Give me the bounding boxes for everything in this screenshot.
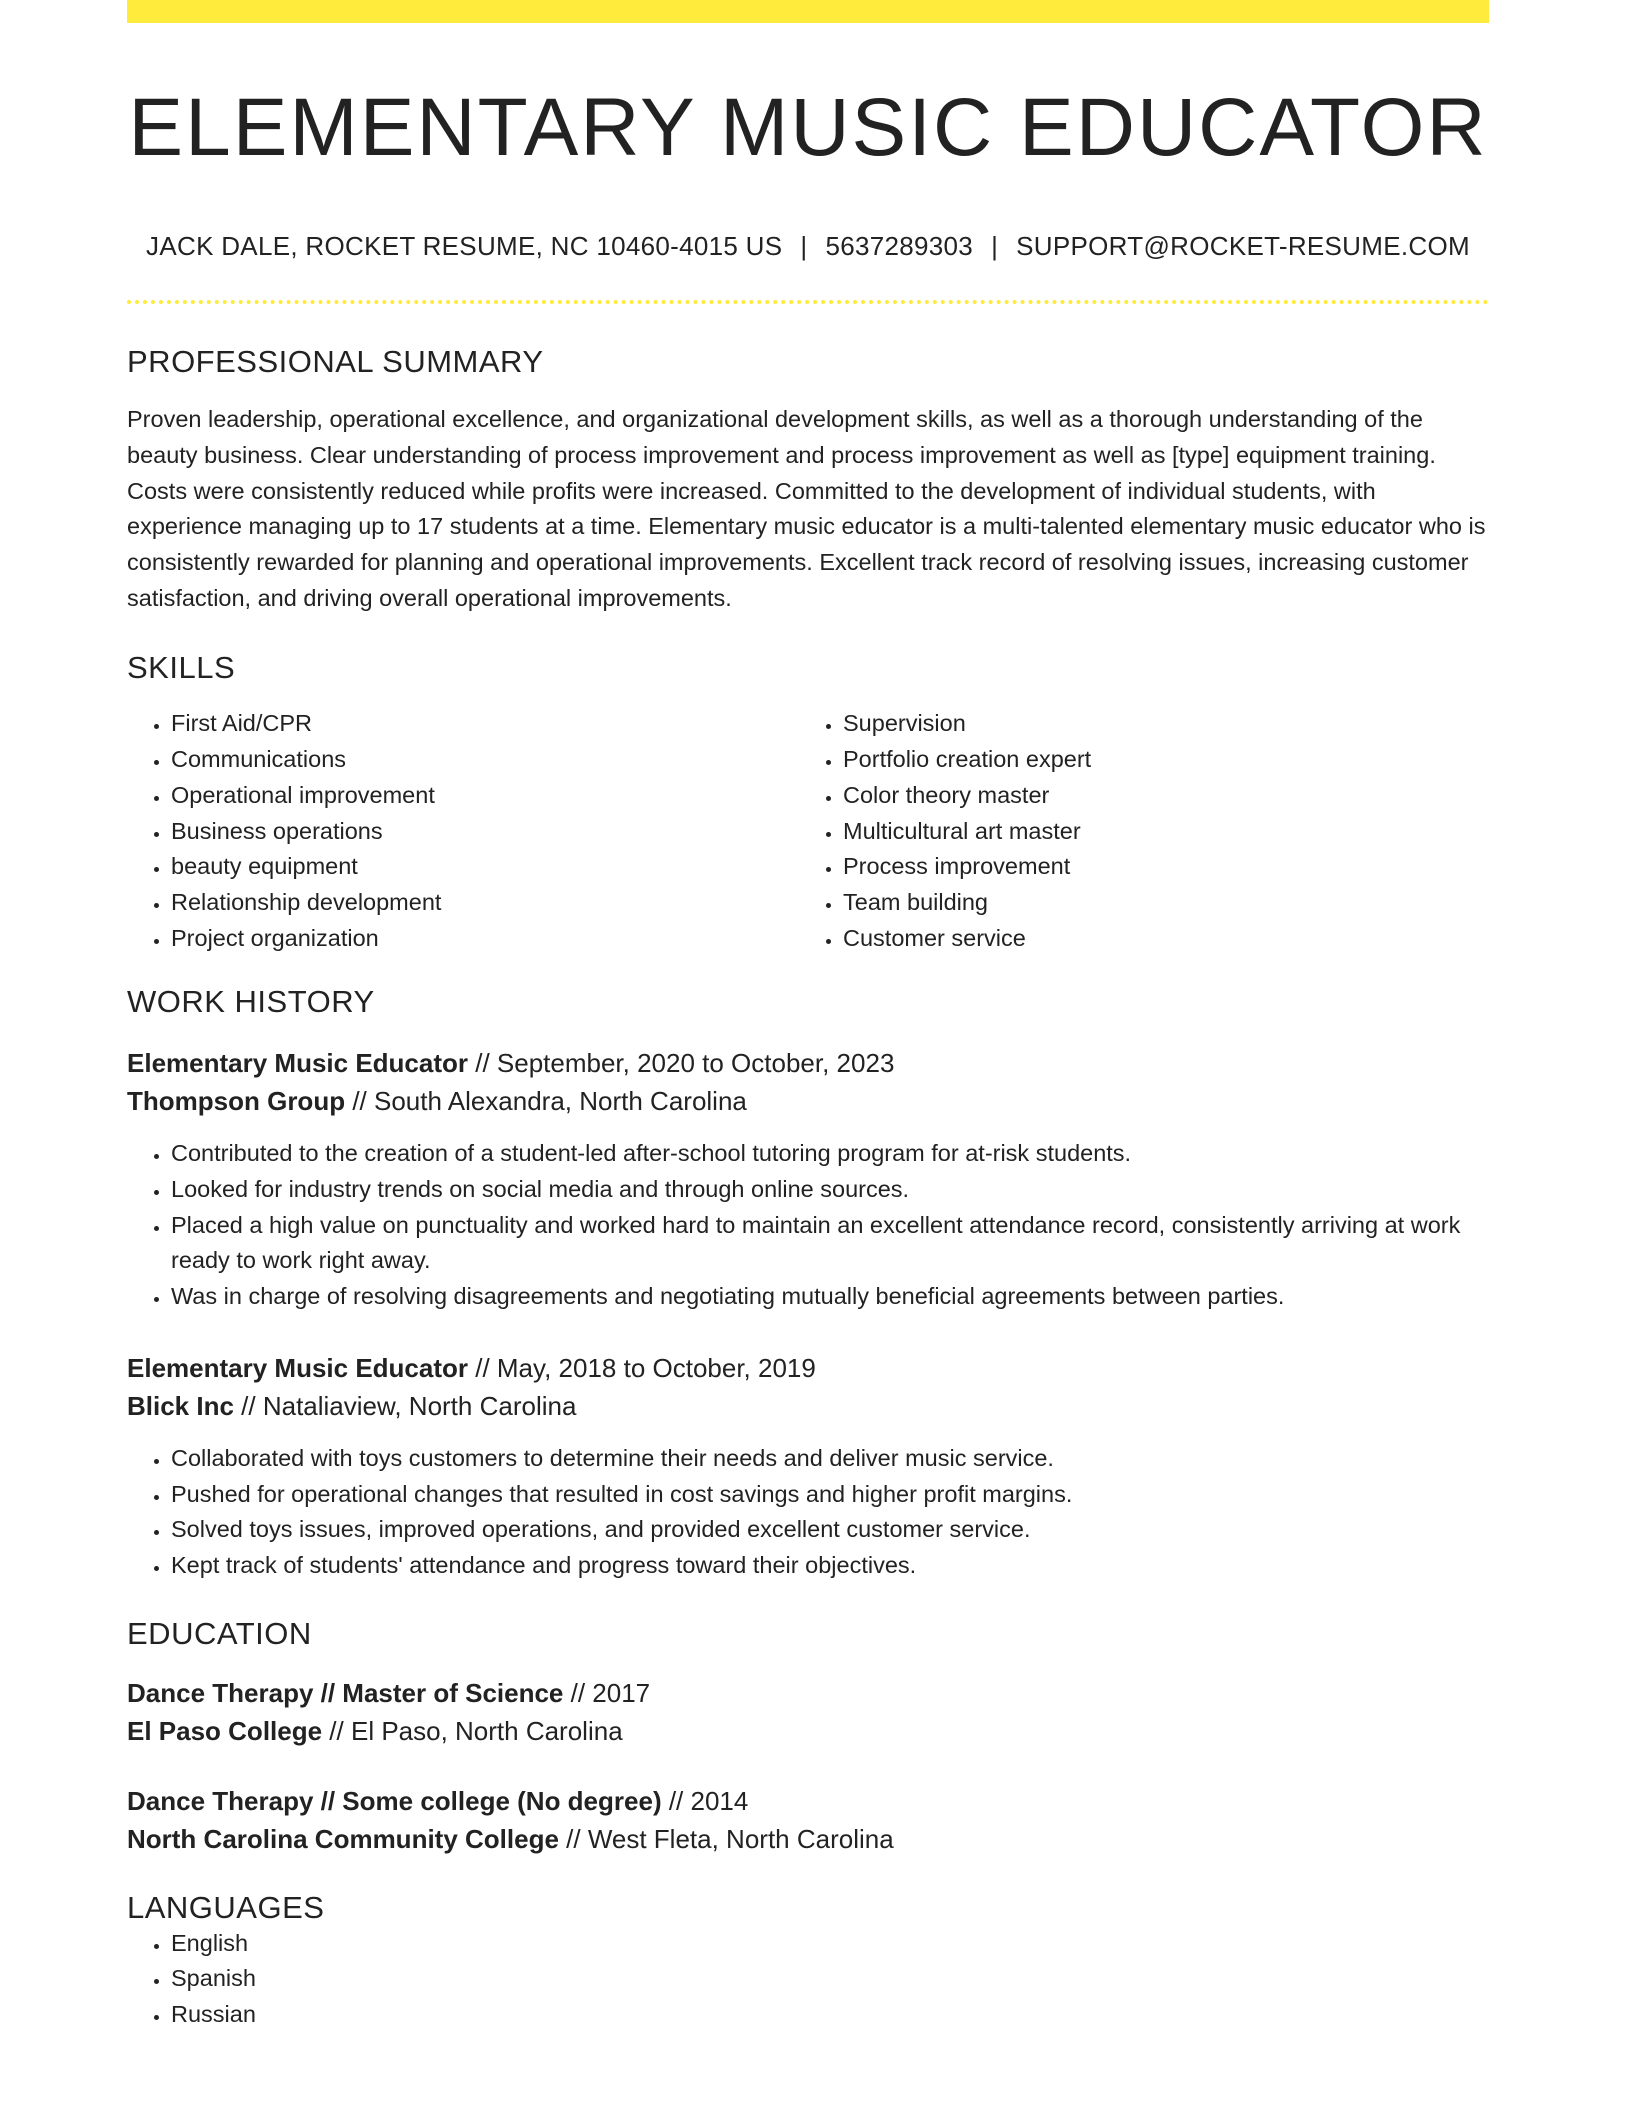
skill-item: • Relationship development bbox=[171, 885, 799, 921]
contact-address: JACK DALE, ROCKET RESUME, NC 10460-4015 US bbox=[146, 231, 783, 262]
languages-heading: LANGUAGES bbox=[127, 1889, 325, 1925]
skill-item: • Color theory master bbox=[843, 778, 1471, 814]
contact-email: SUPPORT@ROCKET-RESUME.COM bbox=[1016, 231, 1470, 262]
skill-item: • beauty equipment bbox=[171, 849, 799, 885]
job-location: // South Alexandra, North Carolina bbox=[345, 1086, 747, 1117]
job-bullet: • Placed a high value on punctuality and worked hard to maintain an excellent attendance record, consistently arriving at work ready to work right away. bbox=[171, 1208, 1489, 1279]
job-company: Thompson Group bbox=[127, 1086, 346, 1117]
education-school: North Carolina Community College bbox=[127, 1823, 559, 1854]
job-company: Blick Inc bbox=[127, 1390, 234, 1421]
skill-item: • Customer service bbox=[843, 921, 1471, 957]
education-degree: Dance Therapy // Master of Science bbox=[127, 1677, 564, 1708]
language-item: • Russian bbox=[171, 1997, 1489, 2033]
language-item: • English bbox=[171, 1926, 1489, 1962]
language-item: • Spanish bbox=[171, 1961, 1489, 1997]
education-entry bbox=[127, 1782, 1489, 1858]
top-accent-bar bbox=[127, 0, 1489, 23]
skill-item: • First Aid/CPR bbox=[171, 706, 799, 742]
education-degree-line bbox=[127, 1674, 1489, 1712]
job-bullets bbox=[127, 1441, 1489, 1584]
skill-item: • Project organization bbox=[171, 921, 799, 957]
job-bullets bbox=[127, 1136, 1489, 1315]
resume-name: ELEMENTARY MUSIC EDUCATOR bbox=[128, 82, 1488, 173]
skills-list bbox=[127, 706, 1489, 956]
job-title-line bbox=[127, 1044, 1489, 1082]
summary-text: Proven leadership, operational excellence, and organizational development skills, as well as a thorough understanding of the beauty business. Clear understanding of process improvement and process improvement as well as [type] equipment training. Costs were consistently reduced while profits were increased. Committed to the development of individual students, with experience managing up to 17 students at a time. Elementary music educator is a multi-talented elementary music educator who is consistently rewarded for planning and operational improvements. Excellent track record of resolving issues, increasing customer satisfaction, and driving overall operational improvements. bbox=[127, 406, 1486, 611]
contact-separator: | bbox=[991, 231, 999, 262]
education-school-line bbox=[127, 1712, 1489, 1750]
education-heading: EDUCATION bbox=[127, 1615, 312, 1651]
skill-item: • Communications bbox=[171, 742, 799, 778]
job-title-line bbox=[127, 1349, 1489, 1387]
job-bullet: • Looked for industry trends on social media and through online sources. bbox=[171, 1172, 1489, 1208]
work-history-heading: WORK HISTORY bbox=[127, 984, 375, 1020]
dotted-divider bbox=[127, 300, 1489, 304]
job-dates: // May, 2018 to October, 2019 bbox=[468, 1352, 816, 1383]
job-bullet: • Was in charge of resolving disagreements and negotiating mutually beneficial agreements between parties. bbox=[171, 1279, 1489, 1315]
job-role: Elementary Music Educator bbox=[127, 1048, 468, 1079]
skill-item: • Team building bbox=[843, 885, 1471, 921]
skill-item: • Process improvement bbox=[843, 849, 1471, 885]
contact-separator: | bbox=[800, 231, 808, 262]
contact-line bbox=[127, 231, 1489, 262]
education-entry bbox=[127, 1674, 1489, 1750]
job-company-line bbox=[127, 1082, 1489, 1120]
education-school-line bbox=[127, 1820, 1489, 1858]
education-school: El Paso College bbox=[127, 1715, 323, 1746]
job-bullet: • Solved toys issues, improved operations, and provided excellent customer service. bbox=[171, 1512, 1489, 1548]
skills-column-left bbox=[127, 706, 799, 956]
skill-item: • Supervision bbox=[843, 706, 1471, 742]
education-degree: Dance Therapy // Some college (No degree) bbox=[127, 1785, 662, 1816]
job-location: // Nataliaview, North Carolina bbox=[233, 1390, 577, 1421]
job-role: Elementary Music Educator bbox=[127, 1352, 468, 1383]
education-degree-line bbox=[127, 1782, 1489, 1820]
languages-list bbox=[127, 1926, 1489, 2033]
skill-item: • Operational improvement bbox=[171, 778, 799, 814]
job-entry bbox=[127, 1044, 1489, 1315]
contact-phone: 5637289303 bbox=[825, 231, 974, 262]
education-location: // El Paso, North Carolina bbox=[322, 1715, 623, 1746]
job-bullet: • Contributed to the creation of a student-led after-school tutoring program for at-risk students. bbox=[171, 1136, 1489, 1172]
skills-heading: SKILLS bbox=[127, 650, 236, 686]
job-dates: // September, 2020 to October, 2023 bbox=[468, 1048, 895, 1079]
resume-page bbox=[127, 0, 1489, 2033]
summary-heading: PROFESSIONAL SUMMARY bbox=[127, 344, 544, 380]
education-year: // 2014 bbox=[661, 1785, 749, 1816]
skill-item: • Multicultural art master bbox=[843, 814, 1471, 850]
job-company-line bbox=[127, 1387, 1489, 1425]
job-bullet: • Pushed for operational changes that resulted in cost savings and higher profit margins. bbox=[171, 1477, 1489, 1513]
job-bullet: • Collaborated with toys customers to determine their needs and deliver music service. bbox=[171, 1441, 1489, 1477]
education-year: // 2017 bbox=[563, 1677, 651, 1708]
job-entry bbox=[127, 1349, 1489, 1584]
skill-item: • Portfolio creation expert bbox=[843, 742, 1471, 778]
skill-item: • Business operations bbox=[171, 814, 799, 850]
job-bullet: • Kept track of students' attendance and progress toward their objectives. bbox=[171, 1548, 1489, 1584]
education-location: // West Fleta, North Carolina bbox=[558, 1823, 894, 1854]
skills-column-right bbox=[799, 706, 1471, 956]
